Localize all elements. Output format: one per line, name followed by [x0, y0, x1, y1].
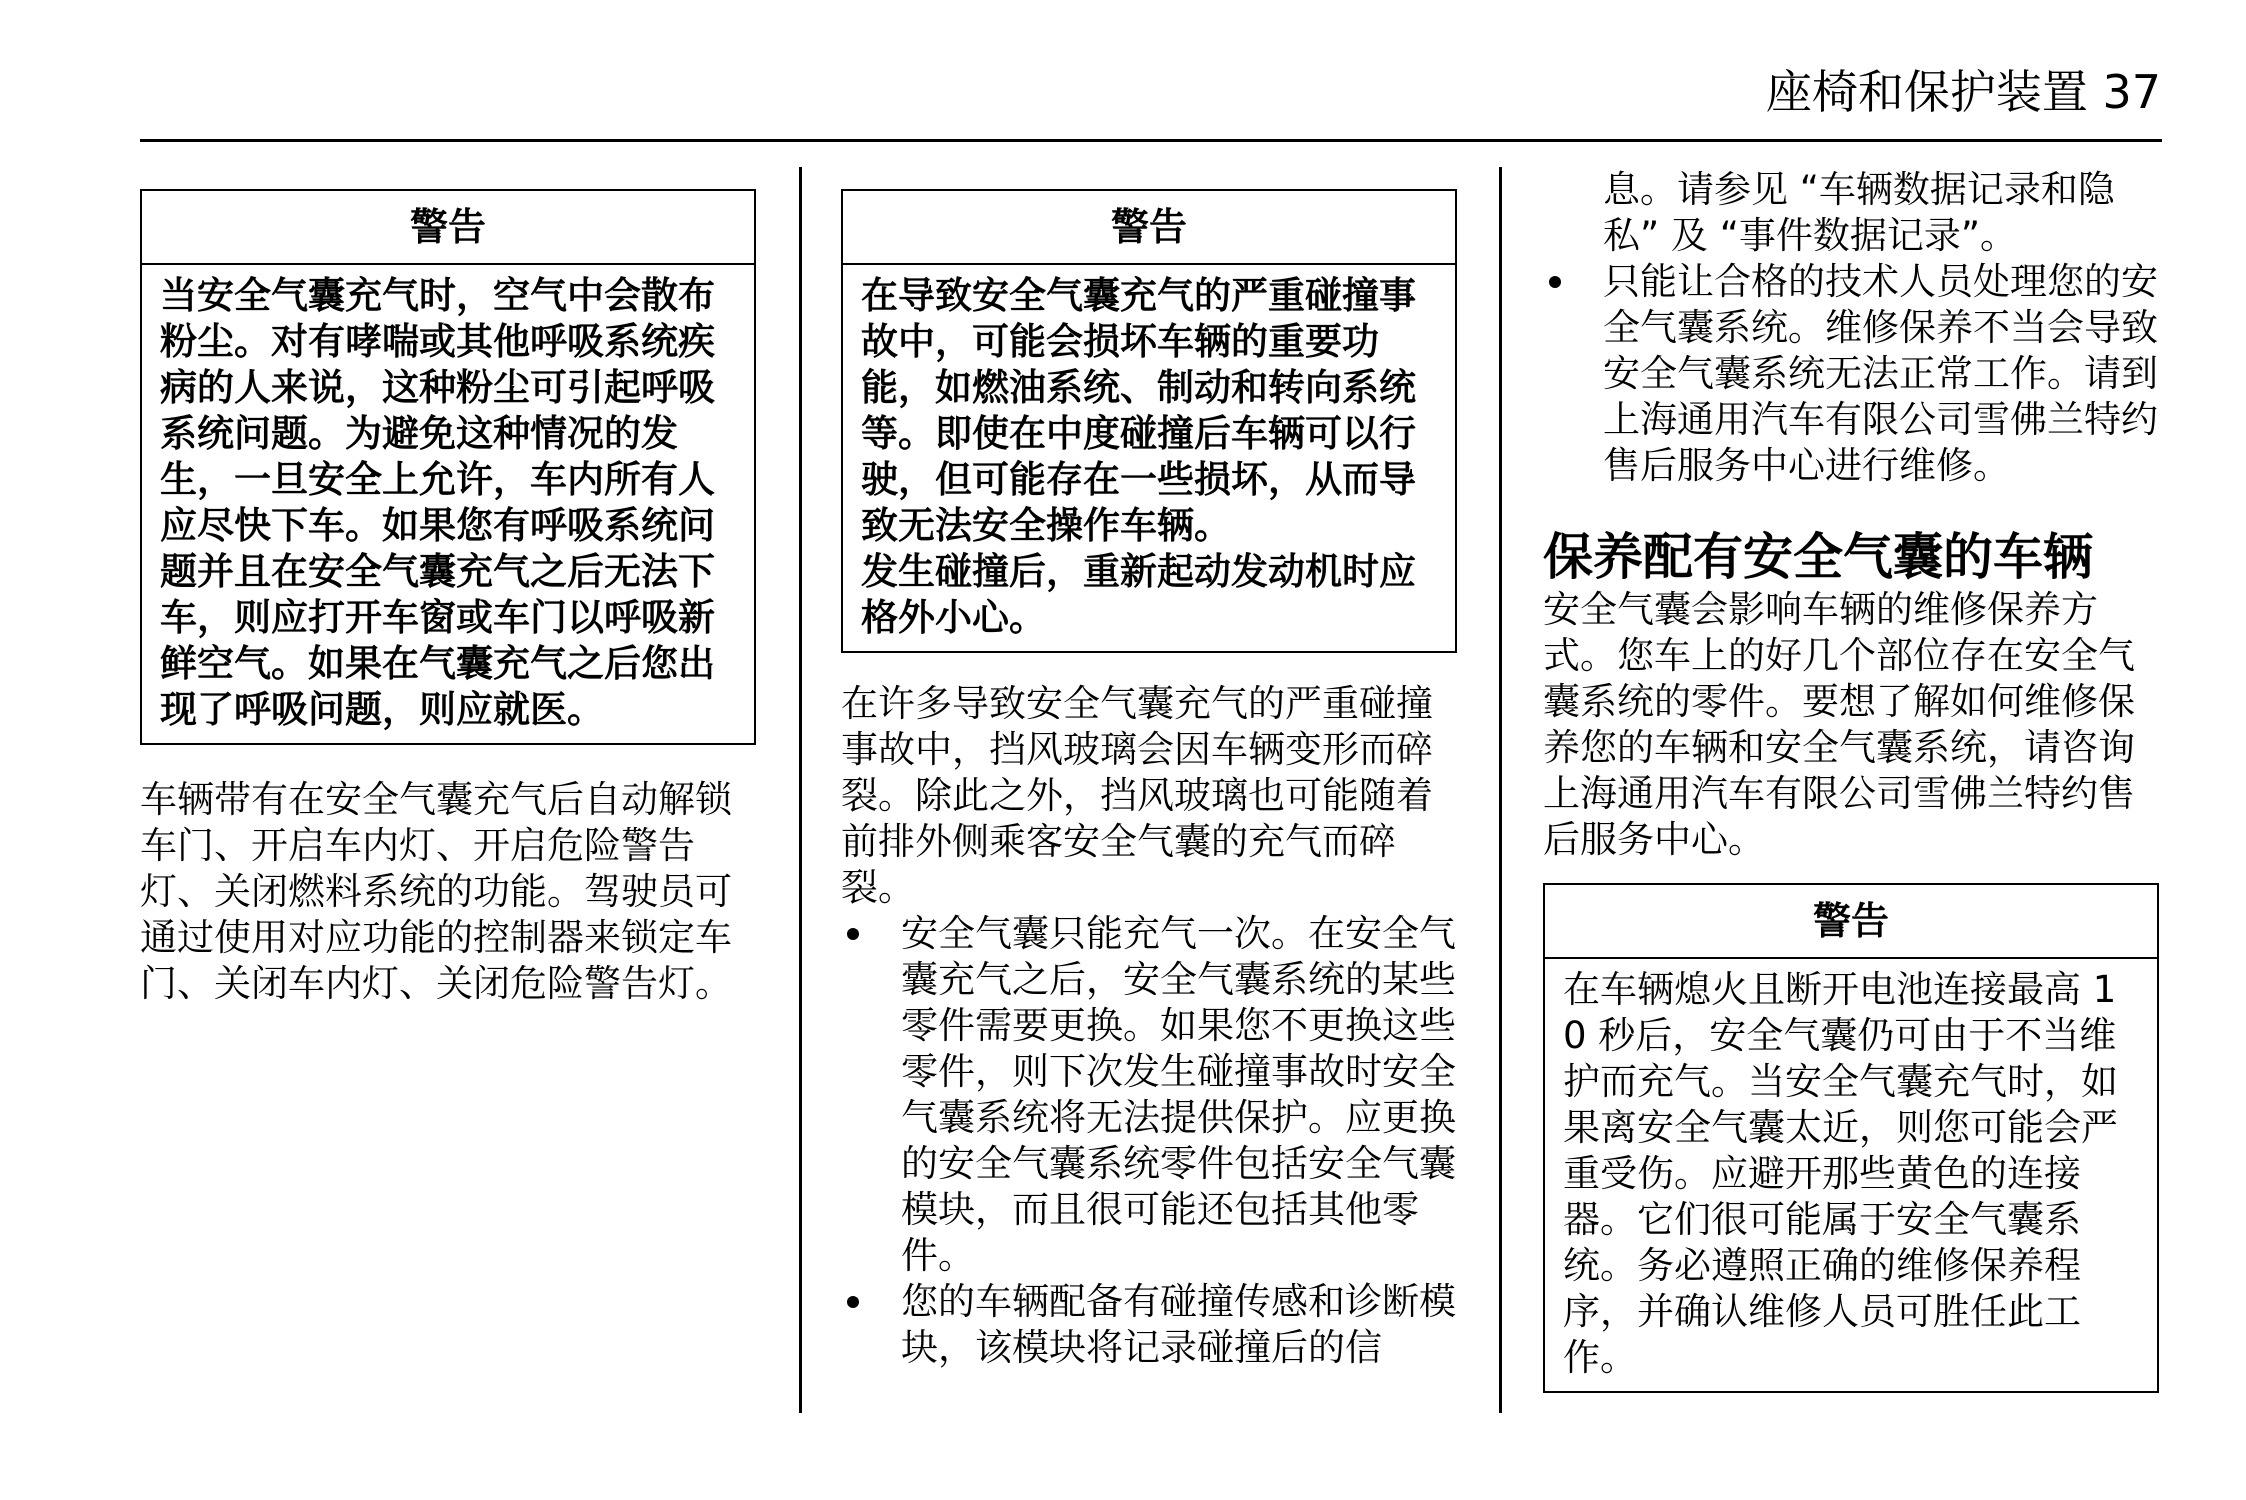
column-divider-right [1499, 167, 1502, 1413]
bullet-icon [847, 1296, 859, 1308]
warning-body [843, 265, 1455, 651]
list-item-text: 安全气囊只能充气一次。在安全气囊充气之后，安全气囊系统的某些零件需要更换。如果您不更换这些零件，则下次发生碰撞事故时安全气囊系统将无法提供保护。应更换的安全气囊系统零件包括安全气囊模块，而且很可能还包括其他零件。 [901, 912, 1456, 1277]
warning-text: 在车辆熄火且断开电池连接最高 10 秒后，安全气囊仍可由于不当维护而充气。当安全气囊充气时，如果离安全气囊太近，则您可能会严重受伤。应避开那些黄色的连接器。它们很可能属于安全气囊系统。务必遵照正确的维修保养程序，并确认维修人员可胜任此工作。 [1563, 968, 2118, 1379]
section-heading: 保养配有安全气囊的车辆 [1543, 528, 2093, 586]
paragraph-auto-unlock: 车辆带有在安全气囊充气后自动解锁车门、开启车内灯、开启危险警告灯、关闭燃料系统的功能。驾驶员可通过使用对应功能的控制器来锁定车门、关闭车内灯、关闭危险警告灯。 [140, 778, 732, 1005]
warning-body [142, 265, 754, 743]
column-2 [841, 167, 1457, 1371]
list-item [841, 911, 1457, 1279]
paragraph-maintenance: 安全气囊会影响车辆的维修保养方式。您车上的好几个部位存在安全气囊系统的零件。要想了解如何维修保养您的车辆和安全气囊系统，请咨询上海通用汽车有限公司雪佛兰特约售后服务中心。 [1543, 588, 2135, 861]
header-divider [140, 139, 2162, 142]
warning-text: 当安全气囊充气时，空气中会散布粉尘。对有哮喘或其他呼吸系统疾病的人来说，这种粉尘可引起呼吸系统问题。为避免这种情况的发生，一旦安全上允许，车内所有人应尽快下车。如果您有呼吸系统问题并且在安全气囊充气之后无法下车，则应打开车窗或车门以呼吸新鲜空气。如果在气囊充气之后您出现了呼吸问题，则应就医。 [160, 274, 715, 731]
column-divider-left [799, 167, 802, 1413]
bullet-icon [1549, 276, 1561, 288]
bullet-icon [847, 928, 859, 940]
list-item-continuation [1543, 167, 2159, 259]
list-item-text: 只能让合格的技术人员处理您的安全气囊系统。维修保养不当会导致安全气囊系统无法正常工作。请到上海通用汽车有限公司雪佛兰特约售后服务中心进行维修。 [1603, 260, 2158, 487]
page-header-title: 座椅和保护装置 37 [1765, 65, 2161, 119]
warning-box-maintenance [1543, 883, 2159, 1393]
warning-title: 警告 [843, 191, 1455, 265]
list-item-text: 您的车辆配备有碰撞传感和诊断模块，该模块将记录碰撞后的信 [901, 1280, 1456, 1369]
column-1 [140, 167, 756, 1007]
warning-box-dust [140, 189, 756, 745]
list-item [841, 1279, 1457, 1371]
column-3 [1543, 167, 2159, 1393]
warning-body [1545, 959, 2157, 1391]
warning-text-restart: 发生碰撞后，重新起动发动机时应格外小心。 [861, 550, 1416, 639]
bullet-list [841, 911, 1457, 1371]
warning-text: 在导致安全气囊充气的严重碰撞事故中，可能会损坏车辆的重要功能，如燃油系统、制动和转向系统等。即使在中度碰撞后车辆可以行驶，但可能存在一些损坏，从而导致无法安全操作车辆。 [861, 274, 1416, 547]
warning-box-collision [841, 189, 1457, 653]
warning-title: 警告 [142, 191, 754, 265]
warning-title: 警告 [1545, 885, 2157, 959]
list-item-text: 息。请参见 “车辆数据记录和隐私” 及 “事件数据记录”。 [1603, 168, 2115, 257]
list-item [1543, 259, 2159, 489]
paragraph-windshield: 在许多导致安全气囊充气的严重碰撞事故中，挡风玻璃会因车辆变形而碎裂。除此之外，挡风玻璃也可能随着前排外侧乘客安全气囊的充气而碎裂。 [841, 682, 1433, 909]
